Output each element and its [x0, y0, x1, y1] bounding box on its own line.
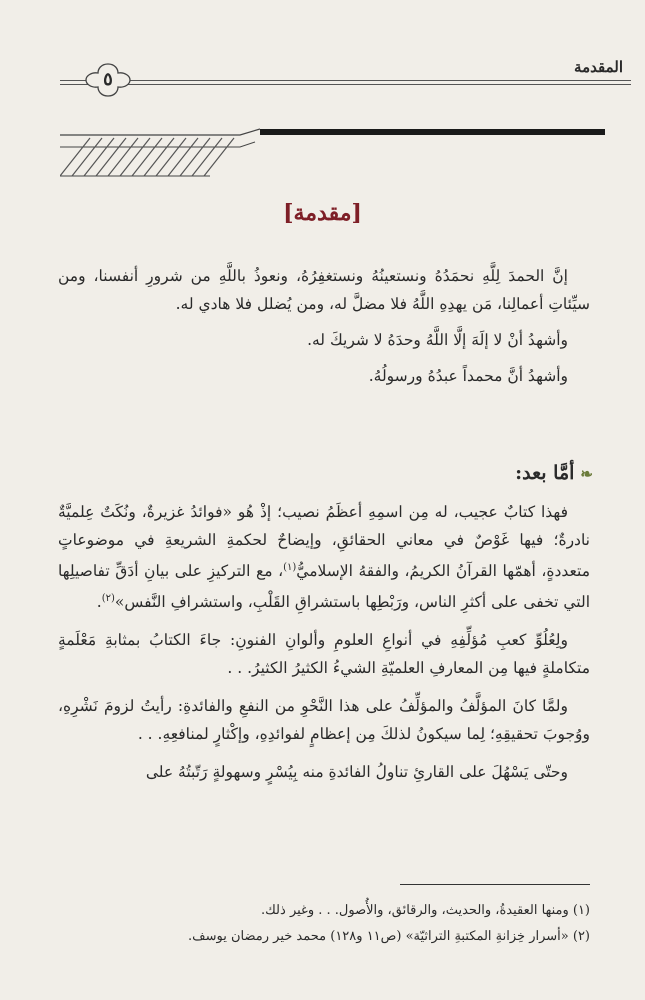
decorative-banner [60, 128, 605, 178]
paragraph-arrangement: وحتّى يَسْهُلَ على القارئِ تناولُ الفائدةِ منه بِيُسْرٍ وسهولةٍ رَتّبتُهُ على [145, 763, 568, 782]
paragraph-book-description [58, 498, 590, 616]
amma-heading-text: أمَّا بعد: [515, 462, 575, 484]
footnote-ref-1: (١) [283, 562, 297, 573]
leaf-ornament-icon: ❧ [580, 465, 593, 483]
running-title: المقدمة [574, 58, 623, 76]
paragraph-praise: إنَّ الحمدَ لِلَّهِ نحمَدُهُ ونستعينُهُ ونستغفِرُهُ، ونعوذُ باللَّهِ من شرورِ أنفسنا، ومن سيِّئاتِ أعمالِنا، مَن يهدِهِ اللَّهُ فلا مضلَّ له، ومن يُضلل فلا هادي له. [58, 267, 590, 313]
footnote-2: (٢) «أسرار خِزانةِ المكتبةِ التراثيّة» (ص١١ و١٢٨) محمد خير رمضان يوسف. [188, 929, 590, 944]
paragraph-testimony-2: وأشهدُ أنَّ محمداً عبدُهُ ورسولُهُ. [368, 367, 568, 385]
intro-block [58, 262, 590, 390]
section-heading: [مقدمة] [283, 200, 362, 226]
page-number: ٥ [103, 69, 113, 90]
paragraph-book-description-a: فهذا كتابٌ عجيب، له مِن اسمِهِ أعظَمُ نصيب؛ إذْ هُو «فوائدُ غزيرةٌ، ونُكَتٌ عِلميَّةٌ نادرةٌ؛ فيها غَوْصٌ في معاني الحقائقِ، وإيضاحٌ لحكمةِ الشريعةِ في موضوعاتٍ متعددةٍ، أهمّها القرآنُ الكريمُ، والفقهُ الإسلاميُّ [58, 503, 590, 581]
header-rule [60, 80, 631, 81]
paragraph-book-description-c: . [96, 593, 102, 612]
footnotes [58, 898, 590, 950]
footnote-ref-2: (٢) [101, 593, 115, 605]
footnote-rule [400, 884, 590, 885]
page-number-badge [85, 63, 131, 97]
paragraph-publication-reason: ولمَّا كانَ المؤلَّفُ والمؤلِّفُ على هذا النَّحْوِ من النفعِ والفائدةِ: رأيتُ لزومَ نَشْرِهِ، ووُجوبَ تحقيقِهِ؛ لِما سيكونُ لذلكَ مِن إعظامٍ لفوائدِهِ، وإكْثارٍ لمنافعِهِ. . . [58, 697, 590, 744]
header-rule-double [60, 84, 631, 85]
paragraph-book-description-b: ، مع التركيزِ على بيانِ أدَقِّ تفاصيلِها التي تخفى على أكثرِ الناس، ورَبْطِها باستشراقِ القَلْبِ، واستشرافِ النَّفس» [58, 562, 590, 612]
footnote-1: (١) ومنها العقيدةُ، والحديث، والرقائق، والأُصول. . . وغير ذلك. [260, 903, 590, 918]
amma-heading [515, 462, 593, 484]
paragraph-testimony-1: وأشهدُ أنْ لا إلَهَ إلَّا اللَّهُ وحدَهُ لا شريكَ له. [307, 331, 568, 349]
main-body [58, 498, 590, 786]
paragraph-author-merit: ولِعُلُوِّ كعبِ مُؤلِّفِهِ في أنواعِ العلومِ وألوانِ الفنونِ: جاءَ الكتابُ بمثابةِ مَعْلَمةٍ متكاملةٍ فيها مِن المعارفِ العلميّةِ الشيءُ الكثيرُ الكثيرُ. . . [58, 631, 590, 678]
